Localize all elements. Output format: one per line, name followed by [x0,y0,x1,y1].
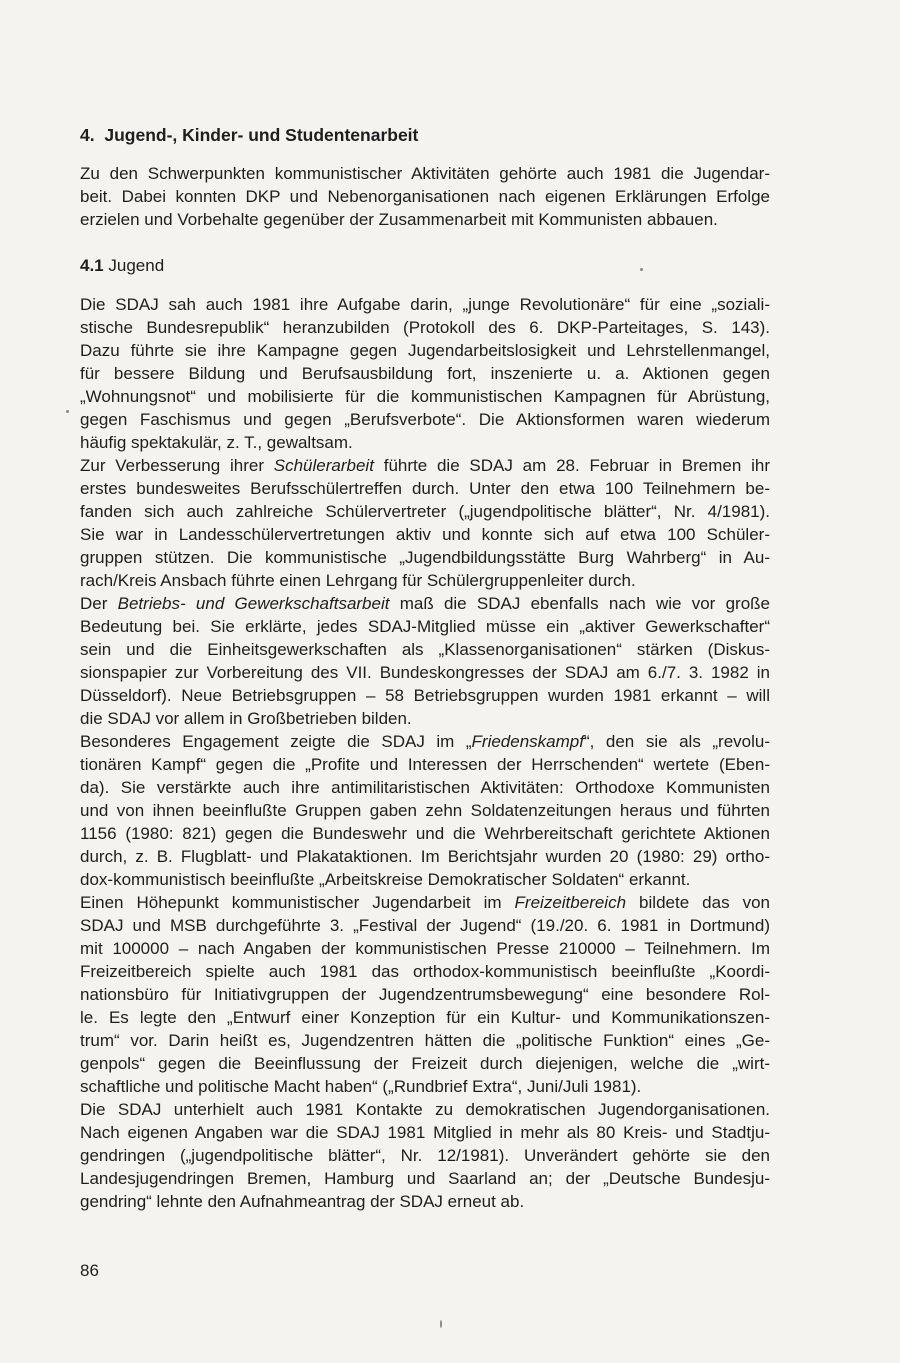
body-line: Die SDAJ sah auch 1981 ihre Aufgabe darin, „junge Revolutionäre“ für eine „soziali- [80,295,770,314]
body-line: Der Betriebs- und Gewerkschaftsarbeit maß die SDAJ ebenfalls nach wie vor große [80,594,770,613]
body-line: durch, z. B. Flugblatt- und Plakataktionen. Im Berichtsjahr wurden 20 (1980: 29) ortho- [80,847,770,866]
body-line: erstes bundesweites Berufsschülertreffen durch. Unter den etwa 100 Teilnehmern be- [80,479,770,498]
scan-speck [440,1320,442,1328]
body-line: Bedeutung bei. Sie erklärte, jedes SDAJ-Mitglied müsse ein „aktiver Gewerkschafter“ [80,617,770,636]
body-line: genpols“ gegen die Beeinflussung der Freizeit durch diejenigen, welche die „wirt- [80,1054,770,1073]
body-line: Landesjugendringen Bremen, Hamburg und Saarland an; der „Deutsche Bundesju- [80,1169,770,1188]
body-line: gendringen („jugendpolitische blätter“, Nr. 12/1981). Unverändert gehörte sie den [80,1146,770,1165]
body-line: Sie war in Landesschülervertretungen aktiv und konnte sich auf etwa 100 Schüler- [80,525,770,544]
body-line: gendring“ lehnte den Aufnahmeantrag der SDAJ erneut ab. [80,1192,525,1211]
body-line: Freizeitbereich spielte auch 1981 das orthodox-kommunistisch beeinflußte „Koordi- [80,962,770,981]
body-line: sionspapier zur Vorbereitung des VII. Bundeskongresses der SDAJ am 6./7. 3. 1982 in [80,663,770,682]
section-title: Jugend-, Kinder- und Studentenarbeit [104,125,419,145]
body-line: 1156 (1980: 821) gegen die Bundeswehr und die Wehrbereitschaft gerichtete Aktionen [80,824,770,843]
body-line: und von ihnen beeinflußte Gruppen gaben zehn Soldatenzeitungen heraus und führten [80,801,770,820]
body-line: nationsbüro für Initiativgruppen der Jugendzentrumsbewegung“ eine besondere Rol- [80,985,770,1004]
body-line: Besonderes Engagement zeigte die SDAJ im „Friedenskampf“, den sie als „revolu- [80,732,770,751]
body-line: tionären Kampf“ gegen die „Profite und Interessen der Herrschenden“ wertete (Eben- [80,755,770,774]
body-line: fanden sich auch zahlreiche Schülervertreter („jugendpolitische blätter“, Nr. 4/1981). [80,502,770,521]
section-heading [80,124,780,146]
body-line: gegen Faschismus und gegen „Berufsverbote“. Die Aktionsformen waren wiederum [80,410,770,429]
body-line: Dazu führte sie ihre Kampagne gegen Jugendarbeitslosigkeit und Lehrstellenmangel, [80,341,770,360]
body-line: „Wohnungsnot“ und mobilisierte für die kommunistischen Kampagnen für Abrüstung, [80,387,770,406]
intro-line: beit. Dabei konnten DKP und Nebenorganisationen nach eigenen Erklärungen Erfolge [80,187,770,206]
page-number: 86 [80,1261,99,1280]
body-line: Düsseldorf). Neue Betriebsgruppen – 58 Betriebsgruppen wurden 1981 erkannt – will [80,686,770,705]
scan-speck [640,268,643,271]
body-line: Einen Höhepunkt kommunistischer Jugendarbeit im Freizeitbereich bildete das von [80,893,770,912]
intro-line: Zu den Schwerpunkten kommunistischer Aktivitäten gehörte auch 1981 die Jugendar- [80,164,770,183]
body-line: Die SDAJ unterhielt auch 1981 Kontakte zu demokratischen Jugendorganisationen. [80,1100,770,1119]
subsection-heading [80,255,164,277]
body-line: SDAJ und MSB durchgeführte 3. „Festival der Jugend“ (19./20. 6. 1981 in Dortmund) [80,916,770,935]
body-line: sein und die Einheitsgewerkschaften als „Klassenorganisationen“ stärken (Diskus- [80,640,770,659]
intro-line: erzielen und Vorbehalte gegenüber der Zusammenarbeit mit Kommunisten abbauen. [80,210,718,229]
scan-speck [66,410,69,413]
body-line: da). Sie verstärkte auch ihre antimilitaristischen Aktivitäten: Orthodoxe Kommunisten [80,778,770,797]
subsection-title: Jugend [108,256,165,275]
body-line: Nach eigenen Angaben war die SDAJ 1981 Mitglied in mehr als 80 Kreis- und Stadtju- [80,1123,770,1142]
body-line: die SDAJ vor allem in Großbetrieben bilden. [80,709,412,728]
body-line: Zur Verbesserung ihrer Schülerarbeit führte die SDAJ am 28. Februar in Bremen ihr [80,456,770,475]
body-line: trum“ vor. Darin heißt es, Jugendzentren hätten die „politische Funktion“ eines „Ge- [80,1031,770,1050]
body-line: mit 100000 – nach Angaben der kommunistischen Presse 210000 – Teilnehmern. Im [80,939,770,958]
section-number: 4. [80,125,95,145]
body-line: rach/Kreis Ansbach führte einen Lehrgang für Schülergruppenleiter durch. [80,571,636,590]
body-line: dox-kommunistisch beeinflußte „Arbeitskreise Demokratischer Soldaten“ erkannt. [80,870,691,889]
body-line: schaftliche und politische Macht haben“ („Rundbrief Extra“, Juni/Juli 1981). [80,1077,642,1096]
body-line: stische Bundesrepublik“ heranzubilden (Protokoll des 6. DKP-Parteitages, S. 143). [80,318,770,337]
body-line: häufig spektakulär, z. T., gewaltsam. [80,433,353,452]
body-line: für bessere Bildung und Berufsausbildung fort, inszenierte u. a. Aktionen gegen [80,364,770,383]
body-line: gruppen stützen. Die kommunistische „Jugendbildungsstätte Burg Wahrberg“ in Au- [80,548,770,567]
subsection-number: 4.1 [80,256,104,275]
body-line: le. Es legte den „Entwurf einer Konzeption für ein Kultur- und Kommunikationszen- [80,1008,770,1027]
